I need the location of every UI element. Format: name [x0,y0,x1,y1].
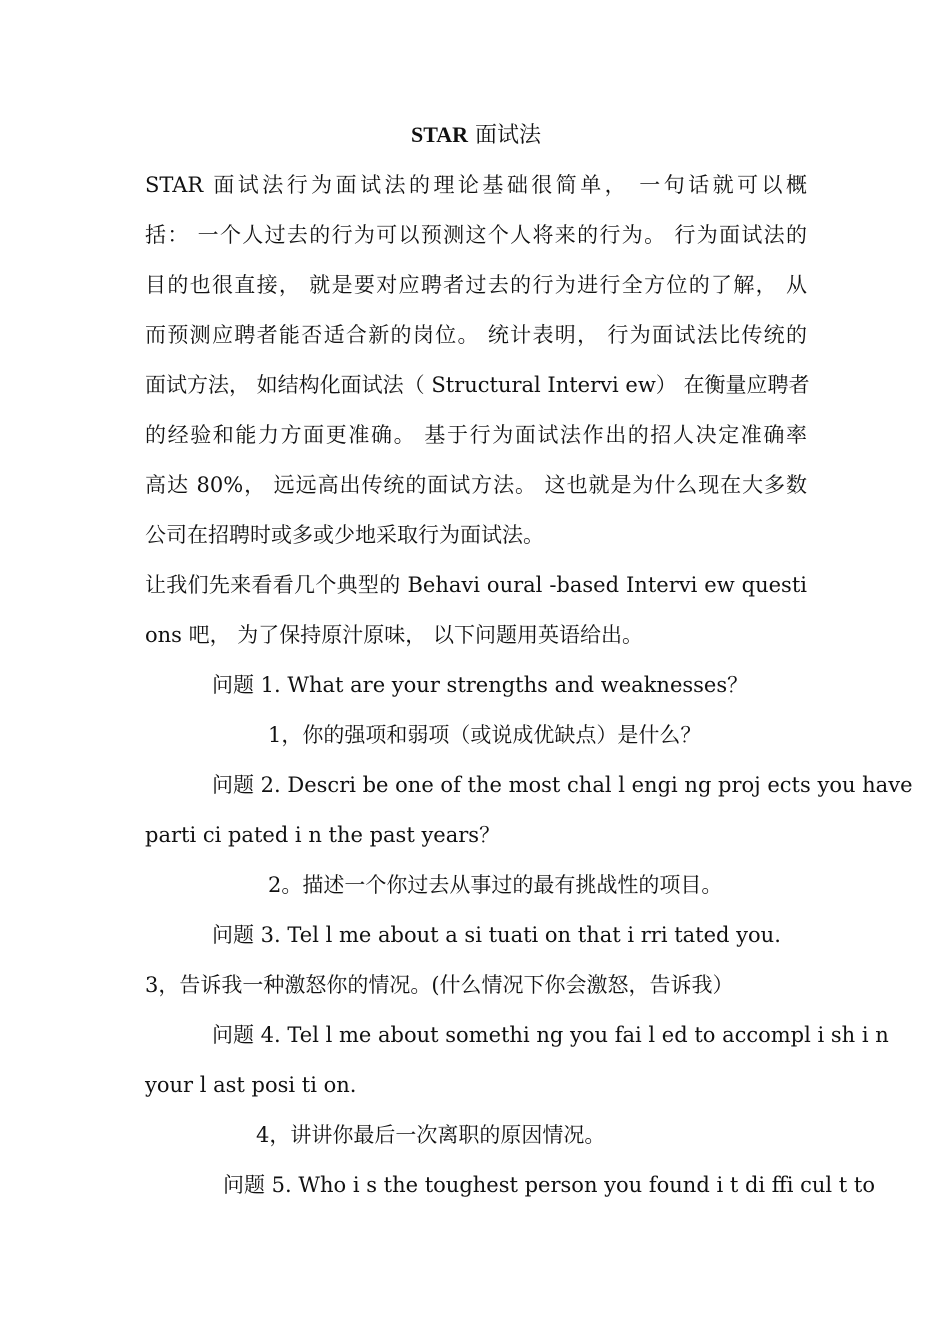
question-2-translation: 2。描述一个你过去从事过的最有挑战性的项目。 [268,873,723,897]
question-4-translation: 4，讲讲你最后一次离职的原因情况。 [256,1123,606,1147]
question-4: 问题 4. Tel l me about somethi ng you fai l ed to accompl i sh i n [212,1023,889,1047]
question-4-continuation: your l ast posi ti on. [145,1073,357,1097]
paragraph-line: 而预测应聘者能否适合新的岗位。 统计表明， 行为面试法比传统的 [145,323,807,347]
question-2-continuation: parti ci pated i n the past years？ [145,823,501,847]
question-3: 问题 3. Tel l me about a si tuati on that i rri tated you. [212,923,781,947]
paragraph-line: 高达 80%， 远远高出传统的面试方法。 这也就是为什么现在大多数 [145,473,807,497]
paragraph-line: 括： 一个人过去的行为可以预测这个人将来的行为。 行为面试法的 [145,223,807,247]
title-chinese: 面试法 [468,123,542,148]
document-title [145,120,807,151]
paragraph-line: 目的也很直接， 就是要对应聘者过去的行为进行全方位的了解， 从 [145,273,807,297]
question-3-translation: 3，告诉我一种激怒你的情况。(什么情况下你会激怒，告诉我） [145,973,734,997]
question-1-translation: 1，你的强项和弱项（或说成优缺点）是什么？ [268,723,702,747]
paragraph-line: ons 吧， 为了保持原汁原味， 以下问题用英语给出。 [145,623,643,647]
paragraph-line: 面试方法， 如结构化面试法（ Structural Intervi ew） 在衡量应聘者 [145,373,810,397]
question-5: 问题 5. Who i s the toughest person you found i t di ffi cul t to [223,1173,875,1197]
paragraph-line: 让我们先来看看几个典型的 Behavi oural -based Intervi ew questi [145,573,807,597]
paragraph-line: STAR 面试法行为面试法的理论基础很简单， 一句话就可以概 [145,173,807,197]
paragraph-line: 的经验和能力方面更准确。 基于行为面试法作出的招人决定准确率 [145,423,807,447]
question-2: 问题 2. Descri be one of the most chal l engi ng proj ects you have [212,773,913,797]
title-english: STAR [410,122,469,147]
question-1: 问题 1. What are your strengths and weaknesses？ [212,673,749,697]
paragraph-line: 公司在招聘时或多或少地采取行为面试法。 [145,523,544,547]
